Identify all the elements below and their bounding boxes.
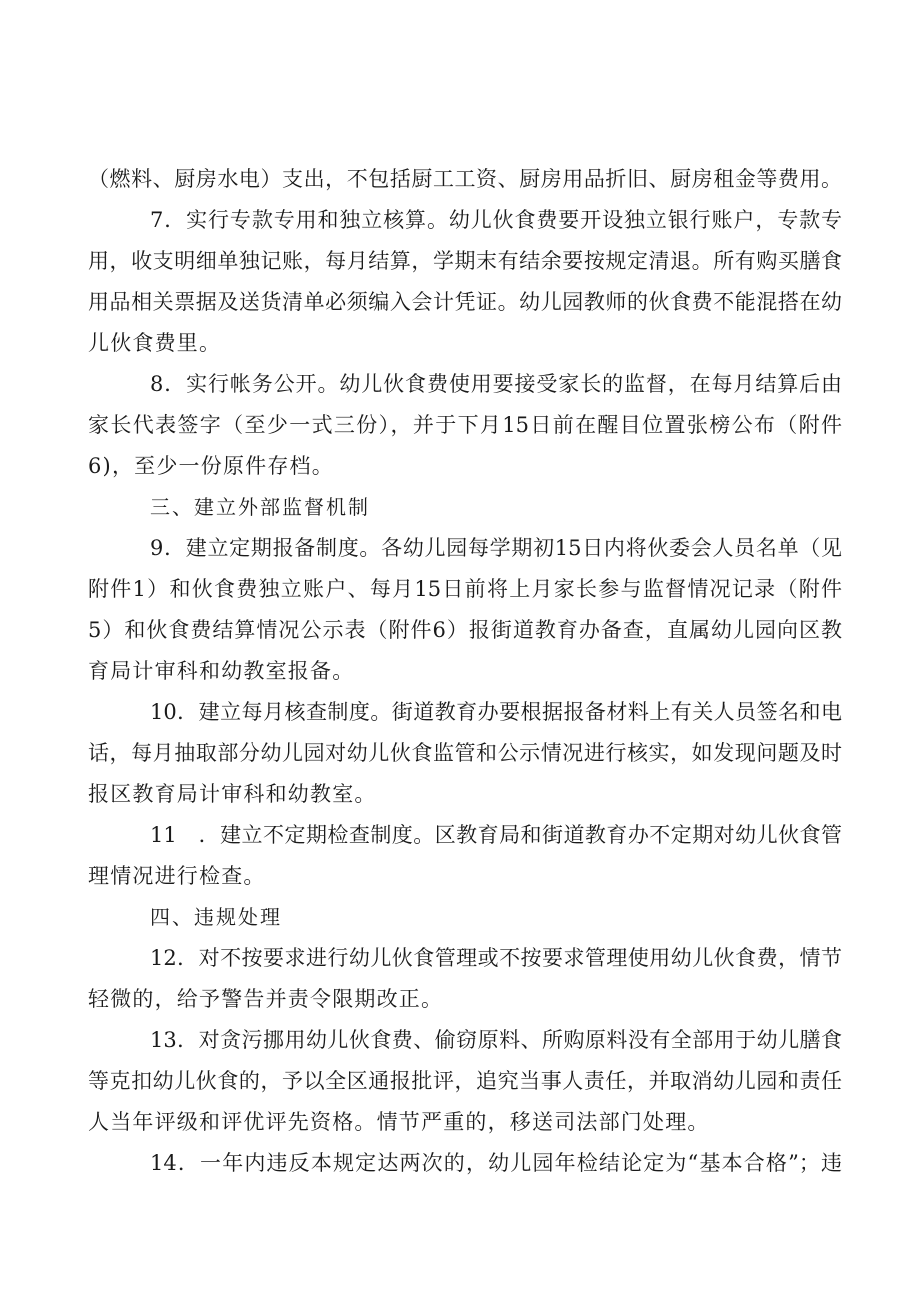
paragraph-line: 13．对贪污挪用幼儿伙食费、偷窃原料、所购原料没有全部用于幼儿膳食 xyxy=(150,1028,842,1052)
paragraph-line: 附件1）和伙食费独立账户、每月15日前将上月家长参与监督情况记录（附件 xyxy=(88,577,842,601)
paragraph-line: （燃料、厨房水电）支出，不包括厨工工资、厨房用品折旧、厨房租金等费用。 xyxy=(88,167,842,191)
section-heading: 四、违规处理 xyxy=(150,905,282,929)
paragraph-line: 5）和伙食费结算情况公示表（附件6）报街道教育办备查，直属幼儿园向区教 xyxy=(88,618,842,642)
section-heading: 三、建立外部监督机制 xyxy=(150,495,370,519)
paragraph-line: 7．实行专款专用和独立核算。幼儿伙食费要开设独立银行账户，专款专 xyxy=(150,208,842,232)
paragraph-line: 儿伙食费里。 xyxy=(88,331,222,355)
paragraph-line: 育局计审科和幼教室报备。 xyxy=(88,659,355,683)
paragraph-line: 轻微的，给予警告并责令限期改正。 xyxy=(88,987,444,1011)
paragraph-line: 用，收支明细单独记账，每月结算，学期末有结余要按规定清退。所有购买膳食 xyxy=(88,249,842,273)
paragraph-line: 10．建立每月核查制度。街道教育办要根据报备材料上有关人员签名和电 xyxy=(150,700,842,724)
paragraph-line: 6)，至少一份原件存档。 xyxy=(88,454,334,478)
paragraph-line: 人当年评级和评优评先资格。情节严重的，移送司法部门处理。 xyxy=(88,1110,710,1134)
paragraph-line: 理情况进行检查。 xyxy=(88,864,266,888)
paragraph-line: 11 ．建立不定期检查制度。区教育局和街道教育办不定期对幼儿伙食管 xyxy=(150,823,842,847)
paragraph-line: 等克扣幼儿伙食的，予以全区通报批评，追究当事人责任，并取消幼儿园和责任 xyxy=(88,1069,842,1093)
paragraph-line: 8．实行帐务公开。幼儿伙食费使用要接受家长的监督，在每月结算后由 xyxy=(150,372,842,396)
paragraph-line: 12．对不按要求进行幼儿伙食管理或不按要求管理使用幼儿伙食费，情节 xyxy=(150,946,842,970)
paragraph-line: 报区教育局计审科和幼教室。 xyxy=(88,782,377,806)
paragraph-line: 家长代表签字（至少一式三份），并于下月15日前在醒目位置张榜公布（附件 xyxy=(88,413,842,437)
paragraph-line: 14．一年内违反本规定达两次的，幼儿园年检结论定为“基本合格”；违 xyxy=(150,1151,842,1175)
paragraph-line: 话，每月抽取部分幼儿园对幼儿伙食监管和公示情况进行核实，如发现问题及时 xyxy=(88,741,842,765)
paragraph-line: 9．建立定期报备制度。各幼儿园每学期初15日内将伙委会人员名单（见 xyxy=(150,536,842,560)
paragraph-line: 用品相关票据及送货清单必须编入会计凭证。幼儿园教师的伙食费不能混搭在幼 xyxy=(88,290,842,314)
